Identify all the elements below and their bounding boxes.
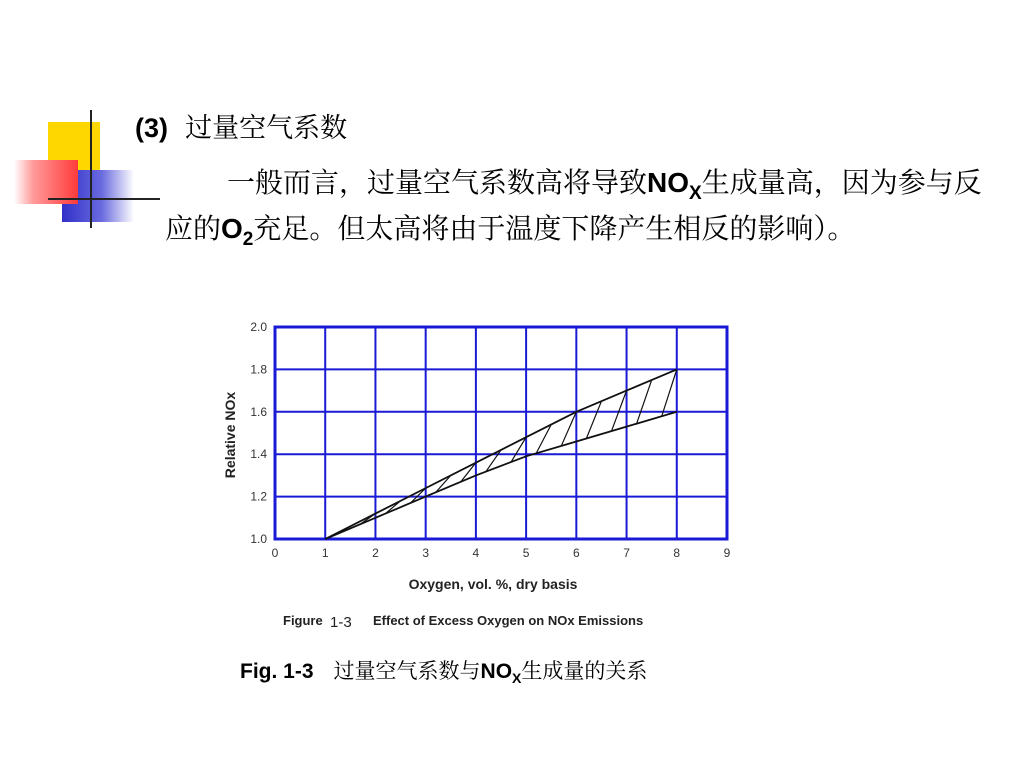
x-tick-label: 0 (271, 546, 279, 560)
caption-nox (480, 660, 522, 686)
y-tick-label: 1.0 (250, 532, 267, 546)
fig-label: Fig. 1-3 (240, 660, 314, 683)
body-paragraph (165, 160, 985, 252)
paragraph-text-1: 一般而言，过量空气系数高将导致 (227, 166, 648, 199)
y-tick-label: 1.4 (250, 447, 267, 462)
x-tick-label: 7 (623, 546, 630, 560)
x-tick-label: 3 (422, 546, 430, 560)
y-tick-label: 1.8 (250, 362, 267, 377)
nox-main: NO (647, 167, 690, 198)
y-tick-label: 1.2 (250, 489, 267, 504)
x-tick-label: 5 (522, 546, 530, 560)
chart-hatch (335, 369, 677, 534)
o2-subscript: 2 (242, 229, 254, 250)
section-title: 过量空气系数 (185, 113, 348, 144)
series-line-lower (325, 412, 677, 539)
figure-caption (283, 613, 643, 631)
chart-grid (275, 327, 727, 539)
x-tick-label: 2 (372, 546, 379, 560)
chart-ticks (250, 320, 730, 560)
x-tick-label: 6 (572, 546, 580, 560)
deco-horizontal-line (48, 198, 160, 200)
figure-number: 1-3 (330, 614, 352, 631)
caption-nox-main: NO (480, 660, 513, 683)
o2-main: O (221, 213, 243, 244)
paragraph-text-2: 生成量高，因为参与反应的 (165, 166, 982, 245)
figure-caption-cn (240, 656, 647, 687)
x-tick-label: 8 (673, 546, 681, 560)
hatch-line (637, 380, 652, 424)
section-heading (135, 110, 347, 147)
nox-subscript: X (689, 183, 702, 204)
plot-frame (275, 327, 727, 539)
figure-title: Effect of Excess Oxygen on NOx Emissions (373, 613, 644, 628)
y-axis-label: Relative NOx (222, 391, 238, 479)
x-tick-label: 4 (472, 546, 480, 560)
hatch-line (561, 412, 576, 446)
section-number: (3) (135, 113, 168, 143)
y-tick-label: 1.6 (250, 404, 267, 419)
paragraph-text-3: 充足。但太高将由于温度下降产生相反的影响）。 (253, 212, 856, 245)
x-tick-label: 9 (723, 546, 731, 560)
nox-formula (647, 167, 702, 204)
o2-formula (221, 213, 254, 250)
nox-oxygen-chart (215, 315, 745, 635)
caption-text-1: 过量空气系数与 (333, 659, 481, 683)
caption-text-2: 生成量的关系 (521, 659, 648, 683)
figure-prefix: Figure (283, 613, 323, 628)
hatch-line (662, 369, 677, 416)
y-tick-label: 2.0 (250, 320, 267, 334)
x-tick-label: 1 (321, 546, 329, 560)
deco-vertical-line (90, 110, 92, 228)
x-axis-label: Oxygen, vol. %, dry basis (408, 576, 578, 592)
caption-nox-subscript: X (512, 670, 522, 686)
